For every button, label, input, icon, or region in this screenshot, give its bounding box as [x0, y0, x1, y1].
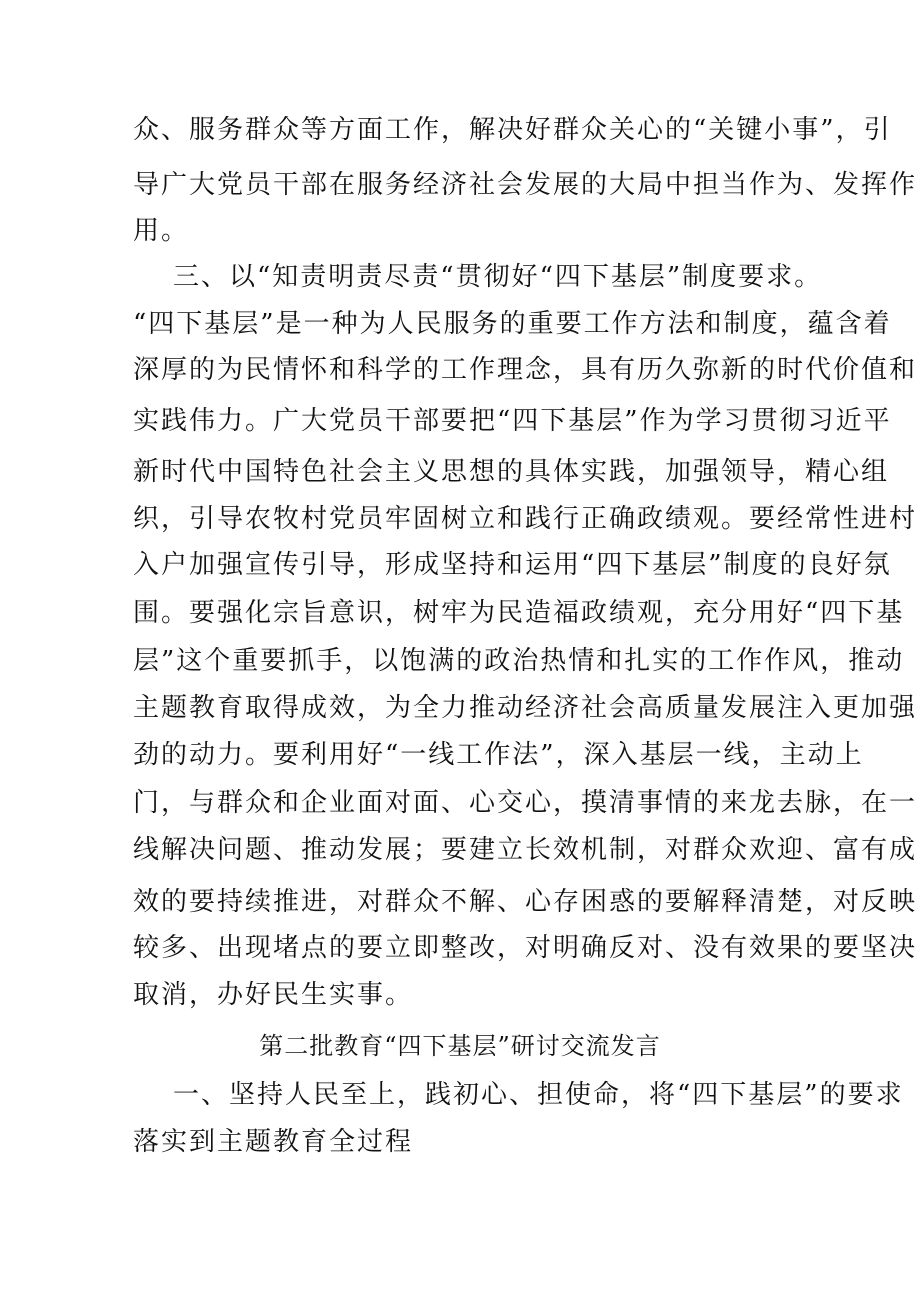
paragraph-3-line-3: 实践伟力。广大党员干部要把“四下基层”作为学习贯彻习近平: [133, 406, 892, 436]
paragraph-4-line-1: 一、坚持人民至上，践初心、担使命，将“四下基层”的要求: [173, 1080, 904, 1110]
paragraph-3-line-11: 门，与群众和企业面对面、心交心，摸清事情的来龙去脉，在一: [133, 788, 918, 818]
paragraph-4-line-2: 落实到主题教育全过程: [133, 1127, 414, 1157]
paragraph-1-line-3: 用。: [133, 216, 190, 246]
paragraph-3-line-14: 较多、出现堵点的要立即整改，对明确反对、没有效果的要坚决: [133, 933, 918, 963]
paragraph-3-line-2: 深厚的为民情怀和科学的工作理念，具有历久弥新的时代价值和: [133, 355, 918, 385]
paragraph-1-line-1: 众、服务群众等方面工作，解决好群众关心的“关键小事”，引: [133, 115, 892, 145]
paragraph-3-line-4: 新时代中国特色社会主义思想的具体实践，加强领导，精心组: [133, 457, 890, 487]
section-three-heading: 三、以“知责明责尽责“贯彻好“四下基层”制度要求。: [173, 262, 823, 292]
paragraph-3-line-10: 劲的动力。要利用好“一线工作法”，深入基层一线，主动上: [133, 740, 864, 770]
paragraph-3-line-12: 线解决问题、推动发展；要建立长效机制，对群众欢迎、富有成: [133, 835, 918, 865]
paragraph-3-line-5: 织，引导农牧村党员牢固树立和践行正确政绩观。要经常性进村: [133, 504, 918, 534]
paragraph-3-line-6: 入户加强宣传引导，形成坚持和运用“四下基层”制度的良好氛: [133, 550, 892, 580]
paragraph-3-line-7: 围。要强化宗旨意识，树牢为民造福政绩观，充分用好“四下基: [133, 598, 905, 628]
paragraph-3-line-13: 效的要持续推进，对群众不解、心存困惑的要解释清楚，对反映: [133, 887, 918, 917]
paragraph-1-line-2: 导广大党员干部在服务经济社会发展的大局中担当作为、发挥作: [133, 170, 918, 200]
paragraph-3-line-15: 取消，办好民生实事。: [133, 980, 414, 1010]
paragraph-3-line-1: “四下基层”是一种为人民服务的重要工作方法和制度，蕴含着: [133, 309, 892, 339]
section-title: 第二批教育“四下基层”研讨交流发言: [259, 1032, 661, 1060]
paragraph-3-line-8: 层”这个重要抓手，以饱满的政治热情和扎实的工作作风，推动: [133, 646, 905, 676]
paragraph-3-line-9: 主题教育取得成效，为全力推动经济社会高质量发展注入更加强: [133, 693, 918, 723]
